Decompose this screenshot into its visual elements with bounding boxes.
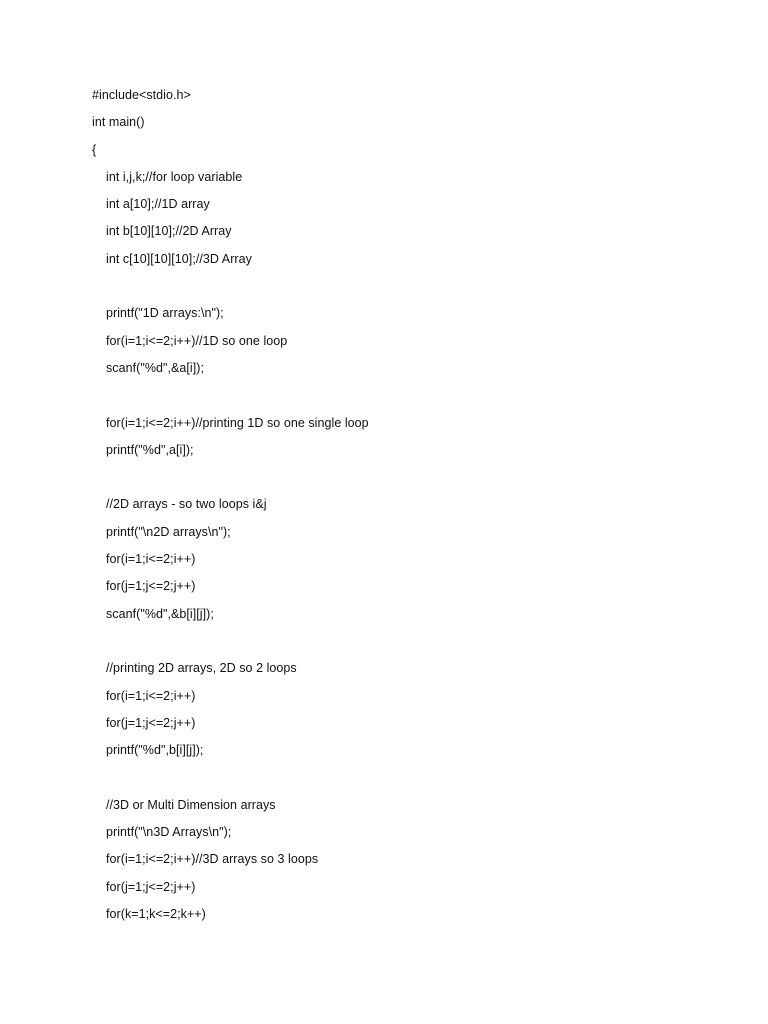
code-line: scanf("%d",&a[i]);	[106, 360, 205, 375]
code-line: for(k=1;k<=2;k++)	[106, 906, 206, 921]
code-line: for(i=1;i<=2;i++)//3D arrays so 3 loops	[106, 852, 319, 867]
code-line: for(j=1;j<=2;j++)	[106, 579, 196, 594]
code-line: for(i=1;i<=2;i++)//1D so one loop	[106, 333, 288, 348]
code-line: printf("%d",b[i][j]);	[106, 743, 204, 758]
code-line: //3D or Multi Dimension arrays	[106, 797, 276, 812]
code-line: scanf("%d",&b[i][j]);	[106, 606, 214, 621]
code-line: //printing 2D arrays, 2D so 2 loops	[106, 661, 297, 676]
blank-line	[92, 464, 732, 491]
code-line: {	[92, 142, 97, 157]
code-line: int b[10][10];//2D Array	[106, 224, 232, 239]
code-line: printf("%d",a[i]);	[106, 442, 194, 457]
code-line: for(i=1;i<=2;i++)	[106, 688, 196, 703]
code-line: printf("\n2D arrays\n");	[106, 524, 231, 539]
code-line: for(j=1;j<=2;j++)	[106, 879, 196, 894]
blank-line	[92, 628, 732, 655]
blank-line	[92, 764, 732, 791]
code-line: #include<stdio.h>	[92, 88, 191, 102]
blank-line	[92, 382, 732, 409]
code-line: int a[10];//1D array	[106, 197, 210, 212]
code-line: printf("1D arrays:\n");	[106, 306, 224, 321]
code-line: for(i=1;i<=2;i++)	[106, 552, 196, 567]
code-line: printf("\n3D Arrays\n");	[106, 825, 232, 840]
code-line: //2D arrays - so two loops i&j	[106, 497, 267, 512]
code-listing	[92, 82, 732, 928]
code-line: int c[10][10][10];//3D Array	[106, 251, 252, 266]
code-line: for(i=1;i<=2;i++)//printing 1D so one single loop	[106, 415, 369, 430]
code-line: int main()	[92, 115, 145, 130]
blank-line	[92, 273, 732, 300]
code-line: int i,j,k;//for loop variable	[106, 169, 243, 184]
code-line: for(j=1;j<=2;j++)	[106, 715, 196, 730]
